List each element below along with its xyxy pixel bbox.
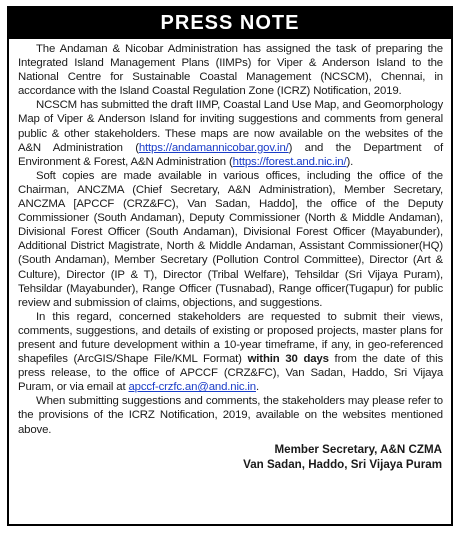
paragraph-draft-text-a: NCSCM has submitted the draft IIMP, Coastal Land Use Map, and Geomorphology Map of Viper & Anderson Island for inviting suggestions and comments from general public & other stakeholders. These maps are now available on the websites of the A&N Administration ( bbox=[18, 99, 443, 154]
forest-department-website-link[interactable]: https://forest.and.nic.in/ bbox=[232, 155, 347, 168]
press-note-frame bbox=[7, 6, 453, 526]
paragraph-soft-copies: Soft copies are made available in various offices, including the office of the Chairman, ANCZMA (Chief Secretary, A&N Administration), Member Secretary, ANCZMA [APCCF (CRZ&FC), Van Sadan, Haddo], the office of the Deputy Commissioner (South Andaman), Deputy Commissioner (North & Middle Andaman), Divisional Forest Officer (South Andaman), Divisional Forest Officer (Mayabunder), Additional District Magistrate, North & Middle Andaman, Assistant Commissioner(HQ) (South Andaman), Member Secretary (Pollution Control Committee), Director (Art & Culture), Director (IP & T), Director (Tribal Welfare), Tehsildar (Sri Vijaya Puram), Tehsildar (Mayabunder), Range Officer (Tusnabad), Range officer(Tugapur) for public review and submission of claims, objections, and suggestions. bbox=[18, 169, 443, 309]
signature-designation: Member Secretary, A&N CZMA bbox=[274, 442, 442, 456]
paragraph-request-text-c: . bbox=[255, 381, 259, 394]
press-note-title: PRESS NOTE bbox=[9, 8, 451, 39]
paragraph-request-text-b: from the date of this press release, to the office of APCCF (CRZ&FC), Van Sadan, Haddo, Sri Vijaya Puram, or via email at bbox=[18, 353, 444, 394]
paragraph-draft-text-b: ) and the Department of Environment & Forest, A&N Administration ( bbox=[18, 141, 443, 168]
paragraph-request-text-a: In this regard, concerned stakeholders are requested to submit their views, comments, suggestions, and details of existing or proposed projects, master plans for present and future development within a 10-year timeframe, if any, in geo-referenced shapefiles (ArcGIS/Shape File/KML Format) bbox=[18, 310, 443, 366]
deadline-emphasis: within 30 days bbox=[247, 353, 329, 366]
signature-address: Van Sadan, Haddo, Sri Vijaya Puram bbox=[243, 457, 442, 471]
signature-block bbox=[18, 442, 443, 472]
press-note-body bbox=[9, 39, 451, 472]
paragraph-stakeholder-request bbox=[18, 310, 443, 395]
paragraph-assignment: The Andaman & Nicobar Administration has assigned the task of preparing the Integrated Island Management Plans (IIMPs) for Viper & Anderson Island to the National Centre for Sustainable Coastal Management (NCSCM), Chennai, in accordance with the Island Coastal Regulation Zone (ICRZ) Notification, 2019. bbox=[18, 43, 443, 98]
andaman-nicobar-website-link[interactable]: https://andamannicobar.gov.in/ bbox=[138, 141, 289, 154]
submission-email-link[interactable]: apccf-crzfc.an@and.nic.in bbox=[128, 381, 256, 394]
paragraph-icrz-reference: When submitting suggestions and comments, the stakeholders may please refer to the provisions of the ICRZ Notification, 2019, available on the websites mentioned above. bbox=[18, 395, 443, 436]
paragraph-draft-text-c: ). bbox=[346, 155, 354, 168]
paragraph-draft-submission bbox=[18, 98, 443, 168]
